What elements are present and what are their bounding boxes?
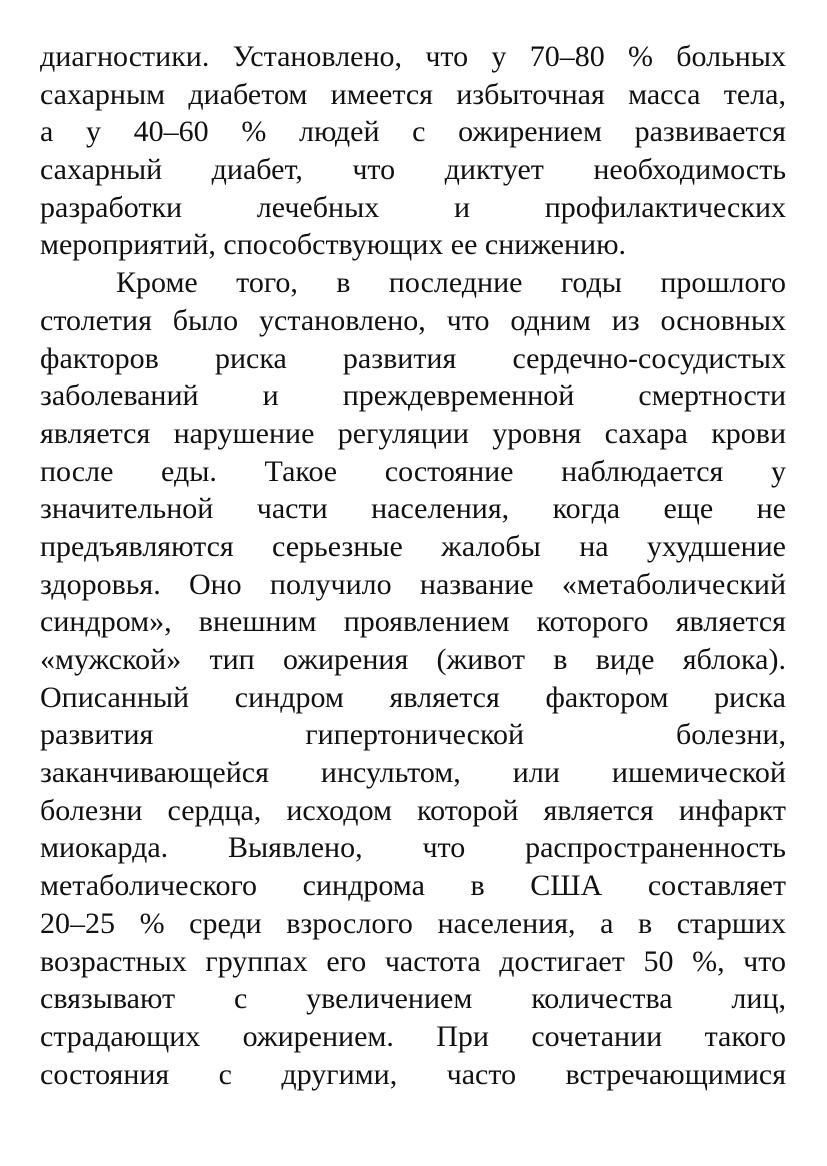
text-line: возрастных группах его частота достигает 50 %, что	[40, 944, 786, 978]
text-line: сахарным диабетом имеется избыточная масса тела,	[40, 77, 786, 111]
text-line: 20–25 % среди взрослого населения, а в старших	[40, 906, 786, 940]
text-line: разработки лечебных и профилактических	[40, 190, 786, 224]
text-line: значительной части населения, когда еще не	[40, 492, 786, 526]
text-line: предъявляются серьезные жалобы на ухудшение	[40, 529, 786, 563]
text-line: а у 40–60 % людей с ожирением развивается	[40, 115, 786, 149]
text-line: страдающих ожирением. При сочетании такого	[40, 1019, 786, 1053]
text-line: связывают с увеличением количества лиц,	[40, 982, 786, 1016]
text-line: диагностики. Установлено, что у 70–80 % больных	[40, 40, 786, 73]
text-line: метаболического синдрома в США составляет	[40, 869, 786, 903]
document-page	[40, 38, 786, 1093]
text-line: болезни сердца, исходом которой является инфаркт	[40, 793, 786, 827]
text-line: Кроме того, в последние годы прошлого	[116, 266, 786, 300]
text-line: развития гипертонической болезни,	[40, 718, 786, 752]
text-line: «мужской» тип ожирения (живот в виде яблока).	[40, 643, 786, 676]
text-line: факторов риска развития сердечно-сосудистых	[40, 341, 786, 375]
text-line: Описанный синдром является фактором риска	[40, 680, 786, 714]
text-line: после еды. Такое состояние наблюдается у	[40, 454, 786, 488]
text-line: синдром», внешним проявлением которого является	[40, 605, 786, 639]
text-line: заболеваний и преждевременной смертности	[40, 379, 786, 413]
text-line: сахарный диабет, что диктует необходимость	[40, 153, 786, 187]
text-line: состояния с другими, часто встречающимися	[40, 1057, 786, 1091]
text-line: мероприятий, способствующих ее снижению.	[40, 228, 626, 262]
paragraph-1	[40, 38, 786, 264]
paragraph-2	[40, 264, 786, 1093]
text-line: миокарда. Выявлено, что распространенность	[40, 831, 786, 865]
text-line: здоровья. Оно получило название «метаболический	[40, 567, 786, 601]
text-line: заканчивающейся инсультом, или ишемической	[40, 756, 786, 790]
text-line: столетия было установлено, что одним из основных	[40, 303, 786, 337]
text-line: является нарушение регуляции уровня сахара крови	[40, 416, 786, 450]
